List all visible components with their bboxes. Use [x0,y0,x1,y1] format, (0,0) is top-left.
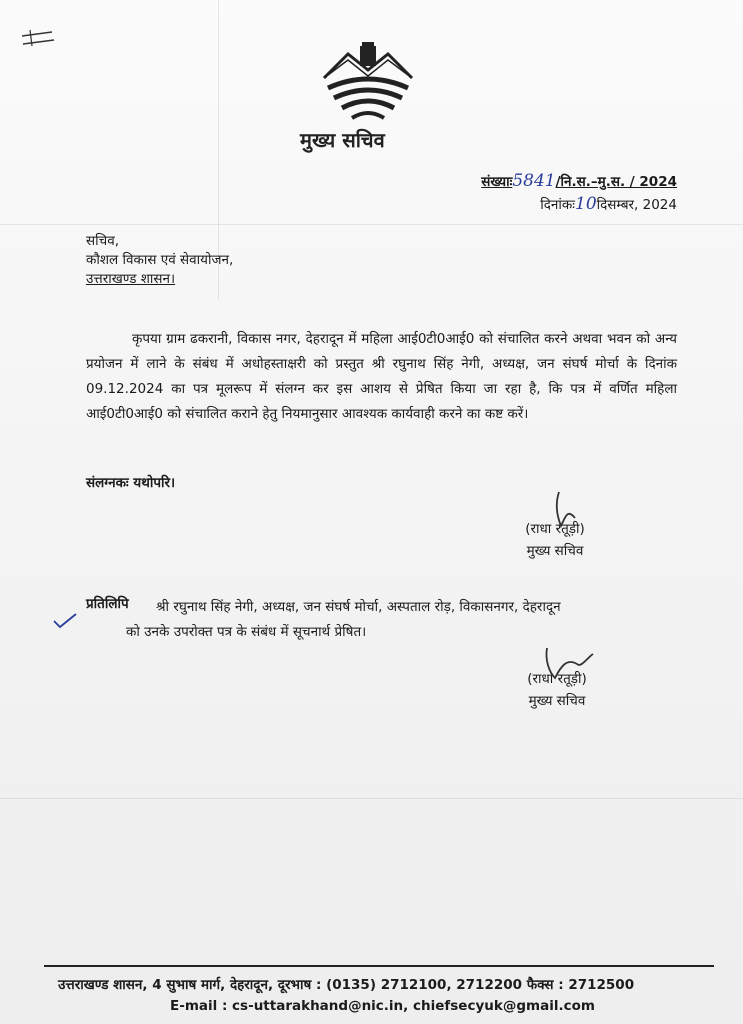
signature-scribble-icon [545,488,585,532]
footer-email: E-mail : cs-uttarakhand@nic.in, chiefsecyuk@gmail.com [170,998,595,1014]
signatory-name-1: (राधा रतूड़ी) [525,521,585,537]
letter-date [540,194,677,214]
footer-divider [44,965,714,967]
reference-suffix: /नि.स.–मु.स. / 2024 [555,174,677,190]
date-rest: दिसम्बर, 2024 [596,197,677,213]
date-handwritten-day: 10 [575,194,597,214]
fold-crease-top [0,224,743,225]
reference-handwritten-number: 5841 [512,171,556,191]
check-mark-icon [52,612,78,630]
signature-scribble-icon [537,644,597,684]
signatory-designation-1: मुख्य सचिव [526,543,584,559]
addressee-block [86,232,233,289]
addressee-line-2: कौशल विकास एवं सेवायोजन, [86,252,234,268]
handwritten-mark [18,26,58,50]
fold-crease-bottom [0,798,743,799]
uttarakhand-emblem [318,40,418,128]
signatory-designation-2: मुख्य सचिव [528,693,586,709]
reference-number [481,171,677,191]
lion-capital-icon [360,46,376,66]
signatory-name-2: (राधा रतूड़ी) [527,671,587,687]
copy-line-1: श्री रघुनाथ सिंह नेगी, अध्यक्ष, जन संघर्ष मोर्चा, अस्पताल रोड़, विकासनगर, देहरादून [156,599,561,615]
date-label: दिनांकः [540,197,575,213]
copy-line-2: को उनके उपरोक्त पत्र के संबंध में सूचनार्थ प्रेषित। [126,624,367,640]
signature-block-2 [507,668,607,712]
addressee-line-1: सचिव, [86,233,119,249]
copy-label: प्रतिलिपि [86,596,129,612]
addressee-line-3: उत्तराखण्ड शासन। [86,271,176,287]
letter-body: कृपया ग्राम ढकरानी, विकास नगर, देहरादून में महिला आई0टी0आई0 को संचालित करने अथवा भवन को अन्य प्रयोजन में लाने के संबंध में अधोहस्ताक्षरी को प्रस्तुत श्री रघुनाथ सिंह नेगी, अध्यक्ष, जन संघर्ष मोर्चा के दिनांक 09.12.2024 का पत्र मूलरूप में संलग्न कर इस आशय से प्रेषित किया जा रहा है, कि पत्र में वर्णित महिला आई0टी0आई0 को संचालित कराने हेतु नियमानुसार आवश्यक कार्यवाही करने का कष्ट करें। [86,331,677,422]
copy-text [126,595,678,645]
footer-address: उत्तराखण्ड शासन, 4 सुभाष मार्ग, देहरादून, दूरभाष : (0135) 2712100, 2712200 फैक्स : 2712500 [58,977,635,993]
office-title: मुख्य सचिव [300,128,385,152]
signature-block-1 [505,518,605,562]
reference-label: संख्याः [481,174,513,190]
enclosure-note: संलग्नकः यथोपरि। [86,475,176,491]
